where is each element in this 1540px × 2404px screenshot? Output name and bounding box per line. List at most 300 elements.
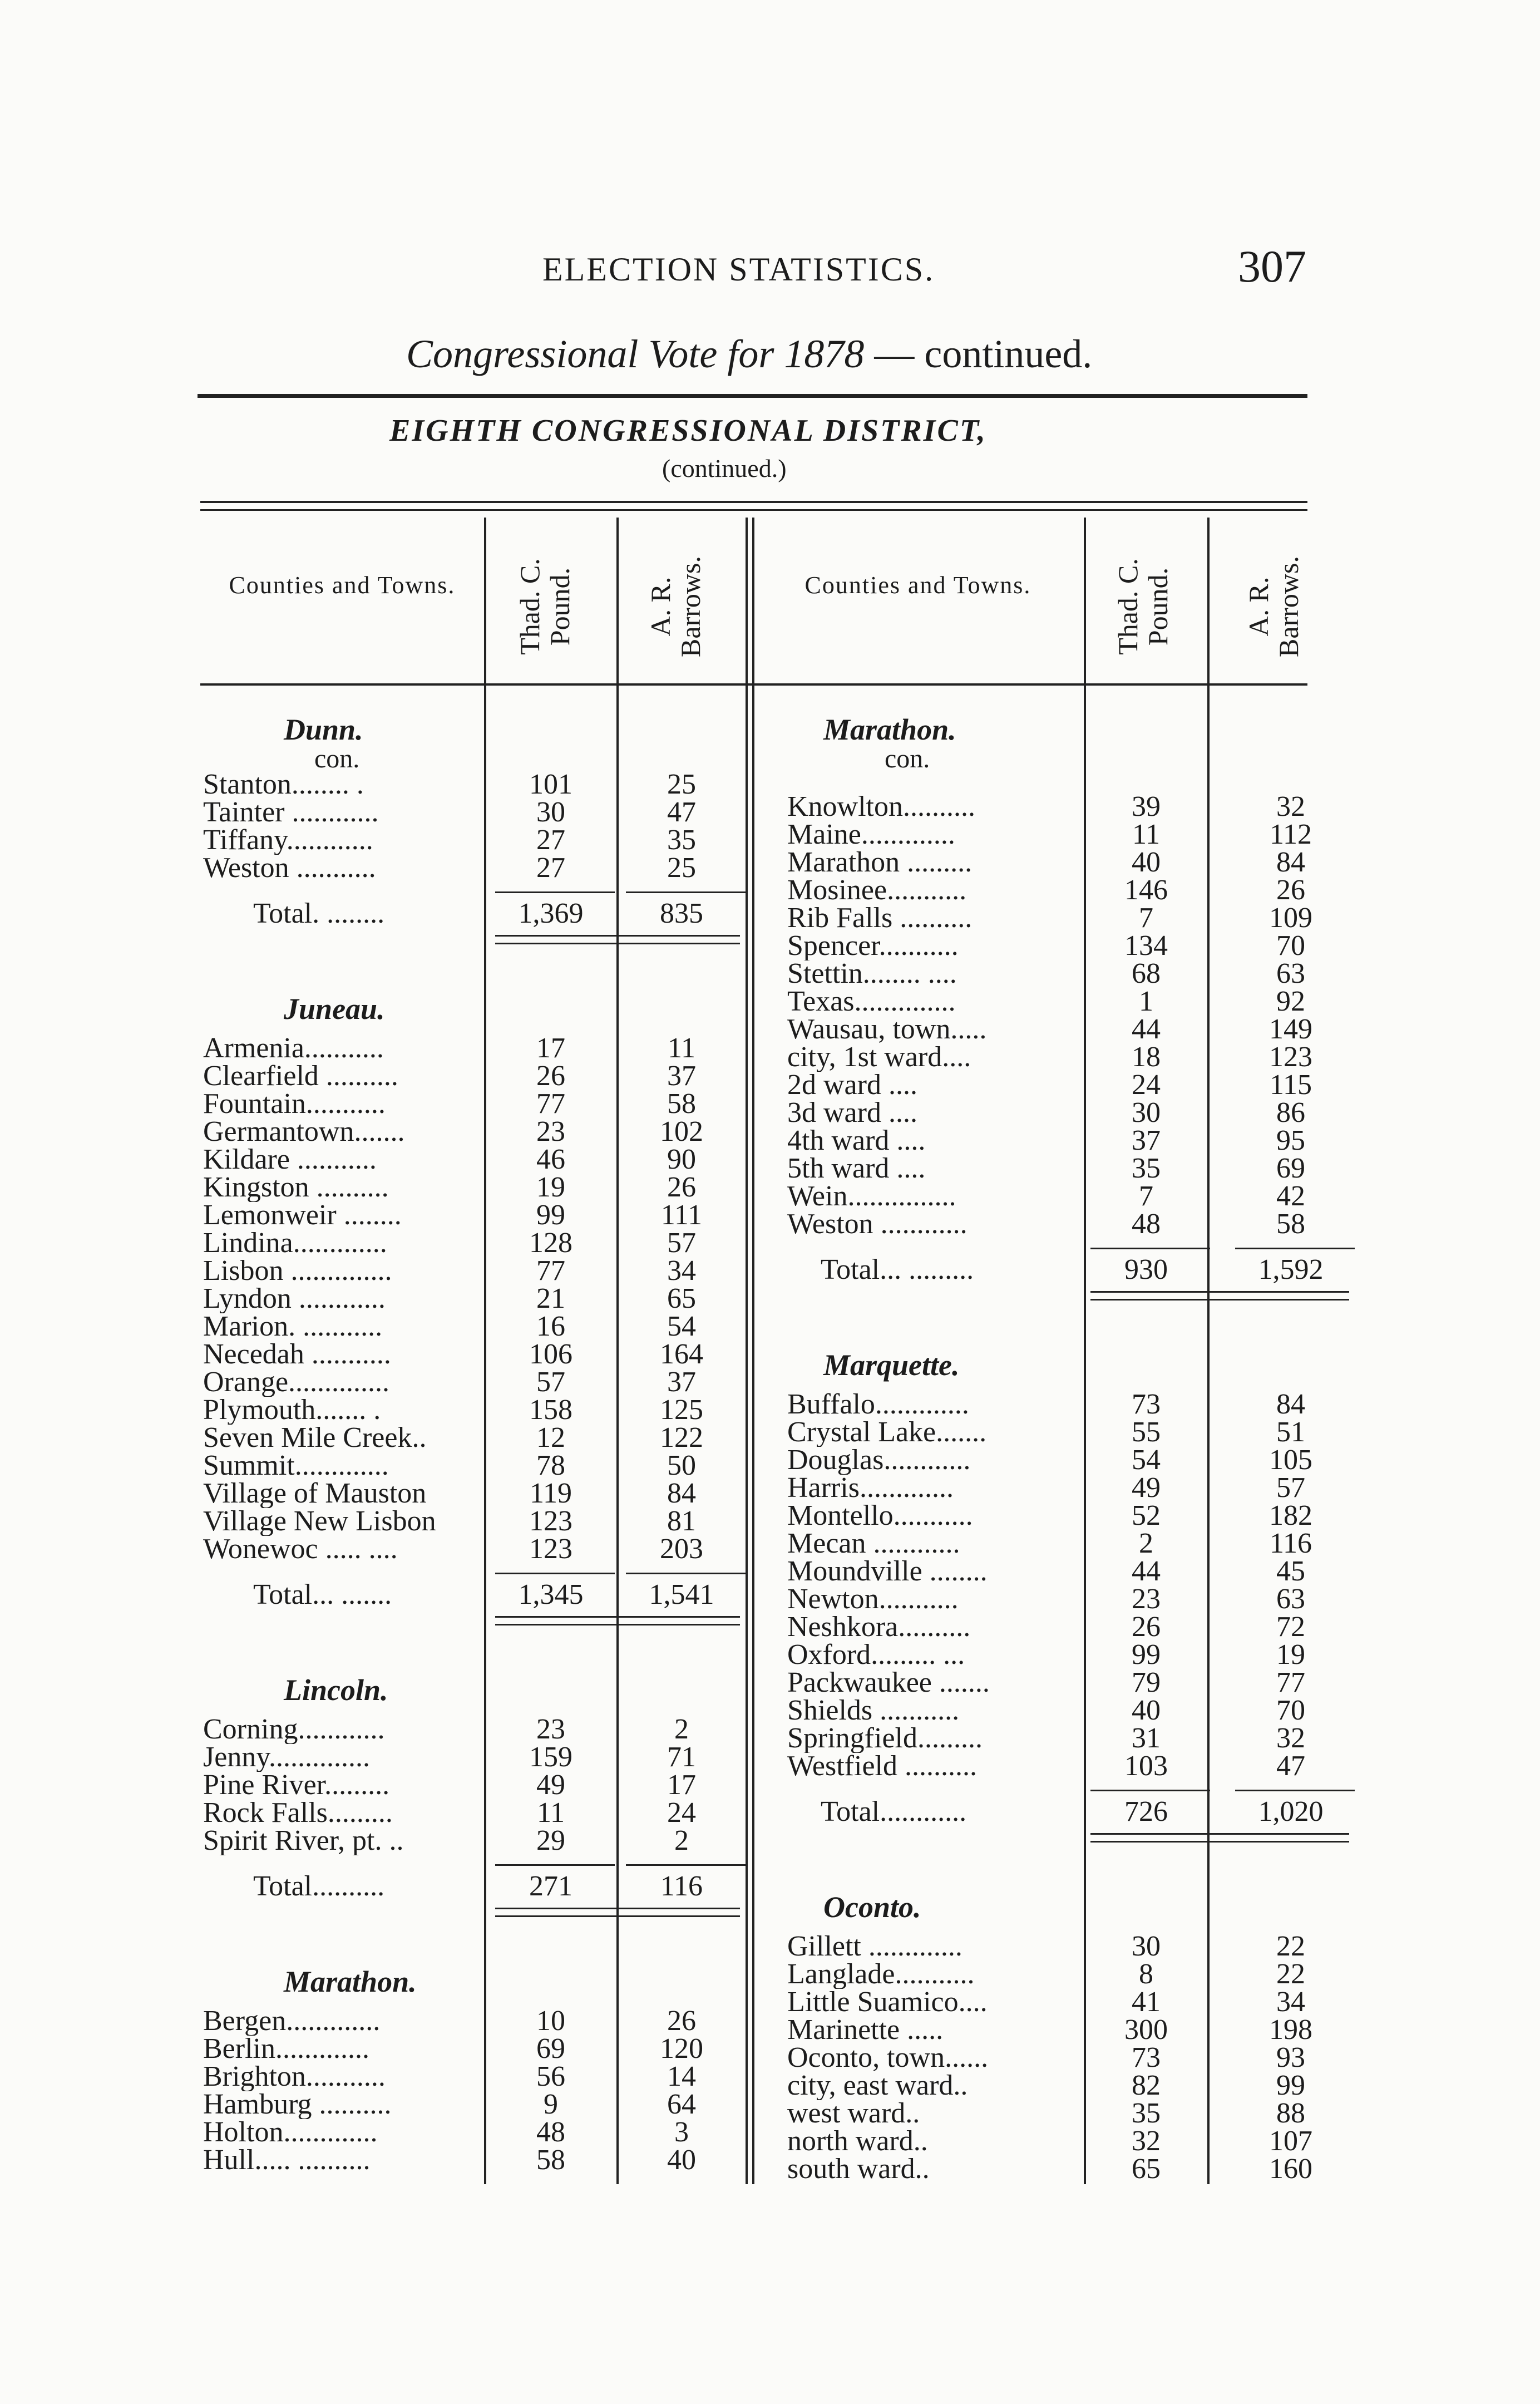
table-row [787, 1210, 1352, 1239]
pound-votes: 12 [536, 1422, 565, 1454]
barrows-votes: 50 [667, 1450, 696, 1481]
pound-votes: 77 [536, 1088, 565, 1120]
pound-header-right: Thad. C. Pound. [1112, 558, 1173, 655]
barrows-votes: 115 [1269, 1069, 1312, 1101]
barrows-votes: 42 [1276, 1180, 1305, 1212]
town-name: Lyndon ............ [203, 1284, 386, 1313]
pound-votes: 19 [536, 1171, 565, 1203]
town-name: Stettin........ .... [787, 959, 957, 988]
barrows-votes: 90 [667, 1144, 696, 1175]
barrows-votes: 57 [667, 1227, 696, 1259]
total-label: Total............ [821, 1797, 967, 1826]
table-row [787, 932, 1352, 960]
barrows-votes: 116 [1269, 1528, 1312, 1559]
town-name: Lemonweir ........ [203, 1201, 402, 1230]
pound-total: 271 [529, 1870, 572, 1902]
barrows-votes: 58 [667, 1088, 696, 1120]
barrows-total: 1,592 [1258, 1254, 1324, 1285]
county-heading: Marathon. [823, 713, 956, 746]
town-name: Harris............. [787, 1474, 954, 1502]
pound-votes: 10 [536, 2005, 565, 2037]
pound-votes: 23 [536, 1116, 565, 1147]
pound-votes: 48 [1132, 1208, 1161, 1240]
town-name: Oxford......... ... [787, 1641, 965, 1669]
pound-votes: 24 [1132, 1069, 1161, 1101]
pound-votes: 56 [536, 2061, 565, 2092]
table-row [787, 987, 1352, 1016]
table-row [787, 1015, 1352, 1044]
pound-votes: 30 [1132, 1097, 1161, 1129]
town-name: 5th ward .... [787, 1154, 926, 1183]
town-name: Packwaukee ....... [787, 1668, 990, 1697]
town-name: Bergen............. [203, 2007, 381, 2036]
table-row [787, 1960, 1352, 1989]
town-name: Tiffany............ [203, 826, 373, 855]
table-row [203, 1826, 743, 1855]
barrows-votes: 22 [1276, 1958, 1305, 1990]
pound-votes: 30 [536, 796, 565, 828]
county-heading: Marquette. [823, 1348, 960, 1382]
town-name: Spirit River, pt. .. [203, 1826, 404, 1855]
barrows-votes: 34 [1276, 1986, 1305, 2018]
town-name: Moundville ........ [787, 1557, 988, 1586]
barrows-votes: 88 [1276, 2097, 1305, 2129]
total-double-rule [495, 1908, 740, 1909]
town-name: west ward.. [787, 2099, 920, 2128]
table-row [787, 1154, 1352, 1183]
town-name: Hull..... .......... [203, 2146, 371, 2175]
barrows-votes: 63 [1276, 958, 1305, 989]
pound-votes: 99 [536, 1199, 565, 1231]
table-row [203, 1451, 743, 1480]
barrows-votes: 203 [660, 1533, 703, 1565]
total-row [203, 899, 743, 928]
town-name: Westfield .......... [787, 1752, 977, 1781]
town-name: south ward.. [787, 2155, 930, 2184]
table-row [203, 1479, 743, 1508]
column-divider [752, 518, 754, 2184]
town-name: Buffalo............. [787, 1390, 969, 1419]
barrows-votes: 11 [667, 1032, 696, 1064]
pound-votes: 101 [529, 769, 572, 800]
table-row [787, 904, 1352, 933]
pound-votes: 49 [1132, 1472, 1161, 1504]
pound-votes: 54 [1132, 1444, 1161, 1476]
table-row [787, 1098, 1352, 1127]
barrows-votes: 71 [667, 1741, 696, 1773]
barrows-votes: 26 [667, 2005, 696, 2037]
pound-votes: 27 [536, 824, 565, 856]
barrows-total: 116 [660, 1870, 703, 1902]
barrows-votes: 120 [660, 2033, 703, 2065]
total-double-rule [1090, 1291, 1349, 1293]
pound-votes: 46 [536, 1144, 565, 1175]
pound-votes: 41 [1132, 1986, 1161, 2018]
total-double-rule [495, 1616, 740, 1618]
pound-votes: 32 [1132, 2125, 1161, 2157]
table-row [203, 1145, 743, 1174]
barrows-votes: 109 [1269, 902, 1312, 934]
table-row [787, 1418, 1352, 1447]
barrows-votes: 69 [1276, 1152, 1305, 1184]
barrows-votes: 84 [1276, 1388, 1305, 1420]
table-row [203, 1743, 743, 1772]
pound-votes: 21 [536, 1283, 565, 1314]
town-name: Rock Falls......... [203, 1799, 393, 1827]
total-rule [1090, 1790, 1210, 1791]
table-row [787, 1724, 1352, 1753]
table-row [203, 826, 743, 855]
barrows-total: 1,020 [1258, 1796, 1324, 1827]
town-name: Necedah ........... [203, 1340, 391, 1369]
barrows-header-right: A. R. Barrows. [1243, 556, 1304, 657]
total-label: Total... ....... [253, 1580, 392, 1609]
barrows-votes: 47 [1276, 1750, 1305, 1782]
town-name: Seven Mile Creek.. [203, 1423, 427, 1452]
barrows-votes: 102 [660, 1116, 703, 1147]
barrows-votes: 45 [1276, 1555, 1305, 1587]
barrows-votes: 99 [1276, 2070, 1305, 2101]
county-heading: Dunn. [284, 713, 363, 746]
pound-votes: 35 [1132, 2097, 1161, 2129]
pound-votes: 8 [1139, 1958, 1153, 1990]
town-name: Wausau, town..... [787, 1015, 987, 1044]
town-name: Wein............... [787, 1182, 956, 1211]
barrows-votes: 17 [667, 1769, 696, 1801]
barrows-votes: 35 [667, 824, 696, 856]
barrows-votes: 47 [667, 796, 696, 828]
barrows-votes: 40 [667, 2144, 696, 2176]
table-row [203, 2090, 743, 2119]
pound-votes: 11 [1132, 819, 1161, 850]
table-row [203, 1423, 743, 1452]
table-row [787, 792, 1352, 821]
pound-votes: 58 [536, 2144, 565, 2176]
table-row [787, 959, 1352, 988]
pound-votes: 39 [1132, 791, 1161, 822]
pound-votes: 73 [1132, 1388, 1161, 1420]
town-name: Orange.............. [203, 1368, 390, 1397]
table-row [787, 1529, 1352, 1558]
town-name: Texas.............. [787, 987, 956, 1016]
pound-votes: 55 [1132, 1416, 1161, 1448]
pound-votes: 44 [1132, 1555, 1161, 1587]
total-rule [626, 1573, 746, 1574]
barrows-votes: 125 [660, 1394, 703, 1426]
total-double-rule [495, 1624, 740, 1625]
barrows-votes: 54 [667, 1311, 696, 1342]
table-row [787, 1071, 1352, 1100]
town-name: Oconto, town...... [787, 2043, 989, 2072]
table-row [787, 1668, 1352, 1697]
pound-votes: 30 [1132, 1930, 1161, 1962]
table-row [787, 1557, 1352, 1586]
barrows-votes: 198 [1269, 2014, 1312, 2046]
pound-votes: 17 [536, 1032, 565, 1064]
pound-votes: 16 [536, 1311, 565, 1342]
column-divider [746, 518, 748, 2184]
barrows-votes: 26 [1276, 874, 1305, 906]
table-row [787, 1474, 1352, 1502]
town-name: Pine River......... [203, 1771, 390, 1800]
pound-votes: 35 [1132, 1152, 1161, 1184]
pound-votes: 40 [1132, 846, 1161, 878]
pound-votes: 37 [1132, 1125, 1161, 1156]
county-heading: Juneau. [284, 992, 385, 1026]
barrows-votes: 2 [674, 1825, 689, 1856]
table-row [203, 1201, 743, 1230]
town-name: Kildare ........... [203, 1145, 377, 1174]
counties-header-left: Counties and Towns. [229, 572, 456, 599]
town-name: Shields ........... [787, 1696, 960, 1725]
barrows-votes: 63 [1276, 1583, 1305, 1615]
town-name: Germantown....... [203, 1117, 405, 1146]
pound-votes: 123 [529, 1505, 572, 1537]
table-row [787, 1641, 1352, 1669]
town-name: Douglas............ [787, 1446, 971, 1475]
table-row [203, 1507, 743, 1536]
total-double-rule [1090, 1833, 1349, 1835]
town-name: Marion. ........... [203, 1312, 383, 1341]
total-rule [626, 891, 746, 893]
barrows-total: 1,541 [649, 1579, 714, 1610]
table-row [787, 2016, 1352, 2045]
pound-votes: 158 [529, 1394, 572, 1426]
table-row [203, 2118, 743, 2147]
pound-votes: 31 [1132, 1722, 1161, 1754]
barrows-votes: 3 [674, 2116, 689, 2148]
town-name: Berlin............. [203, 2034, 369, 2063]
town-name: Rib Falls .......... [787, 904, 973, 933]
pound-votes: 27 [536, 852, 565, 884]
total-rule [495, 1573, 615, 1574]
total-rule [1090, 1248, 1210, 1249]
barrows-votes: 65 [667, 1283, 696, 1314]
total-row [787, 1797, 1352, 1826]
town-name: Fountain........... [203, 1090, 386, 1119]
continued-label: con. [885, 744, 930, 774]
table-row [203, 1340, 743, 1369]
table-row [203, 1034, 743, 1063]
barrows-votes: 123 [1269, 1041, 1312, 1073]
barrows-votes: 32 [1276, 1722, 1305, 1754]
town-name: Springfield......... [787, 1724, 983, 1753]
barrows-votes: 112 [1269, 819, 1312, 850]
table-row [787, 1446, 1352, 1475]
barrows-votes: 22 [1276, 1930, 1305, 1962]
county-heading: Oconto. [823, 1890, 921, 1924]
barrows-votes: 84 [667, 1477, 696, 1509]
town-name: Montello........... [787, 1501, 973, 1530]
table-row [203, 2034, 743, 2063]
district-continued: (continued.) [662, 454, 787, 482]
town-name: Plymouth....... . [203, 1396, 381, 1425]
pound-votes: 99 [1132, 1639, 1161, 1671]
barrows-votes: 105 [1269, 1444, 1312, 1476]
barrows-votes: 58 [1276, 1208, 1305, 1240]
pound-votes: 65 [1132, 2153, 1161, 2185]
table-row [787, 1126, 1352, 1155]
barrows-votes: 2 [674, 1713, 689, 1745]
header-rule [198, 394, 1307, 398]
town-name: Weston ........... [203, 854, 376, 883]
town-name: Weston ............ [787, 1210, 968, 1239]
pound-total: 1,345 [518, 1579, 584, 1610]
table-row [203, 1284, 743, 1313]
town-name: Brighton........... [203, 2062, 386, 2091]
pound-votes: 128 [529, 1227, 572, 1259]
pound-votes: 52 [1132, 1500, 1161, 1531]
table-row [203, 1799, 743, 1827]
barrows-votes: 37 [667, 1060, 696, 1092]
table-row [203, 2007, 743, 2036]
pound-votes: 26 [536, 1060, 565, 1092]
barrows-votes: 70 [1276, 930, 1305, 962]
town-name: Marinette ..... [787, 2016, 944, 2045]
barrows-votes: 25 [667, 769, 696, 800]
table-row [787, 820, 1352, 849]
table-row [787, 1988, 1352, 2017]
pound-votes: 73 [1132, 2042, 1161, 2073]
town-name: Jenny.............. [203, 1743, 370, 1772]
table-row [787, 1932, 1352, 1961]
pound-votes: 159 [529, 1741, 572, 1773]
pound-votes: 49 [536, 1769, 565, 1801]
continued-label: con. [314, 744, 360, 774]
town-name: Clearfield .......... [203, 1062, 398, 1091]
table-row [203, 1090, 743, 1119]
barrows-votes: 19 [1276, 1639, 1305, 1671]
barrows-votes: 86 [1276, 1097, 1305, 1129]
town-name: city, 1st ward.... [787, 1043, 971, 1072]
pound-votes: 119 [529, 1477, 572, 1509]
barrows-votes: 37 [667, 1366, 696, 1398]
pound-votes: 11 [536, 1797, 565, 1829]
pound-votes: 18 [1132, 1041, 1161, 1073]
pound-votes: 29 [536, 1825, 565, 1856]
town-name: Mecan ............ [787, 1529, 960, 1558]
table-row [203, 798, 743, 827]
barrows-total: 835 [660, 898, 703, 929]
total-label: Total. ........ [253, 899, 385, 928]
barrows-votes: 26 [667, 1171, 696, 1203]
table-row [787, 2071, 1352, 2100]
counties-header-right: Counties and Towns. [804, 572, 1031, 599]
table-row [787, 2099, 1352, 2128]
running-header: ELECTION STATISTICS. [542, 251, 935, 288]
pound-header-left: Thad. C. Pound. [514, 558, 575, 655]
pound-votes: 79 [1132, 1667, 1161, 1698]
pound-total: 1,369 [518, 898, 584, 929]
pound-votes: 2 [1139, 1528, 1153, 1559]
table-top-rule-2 [200, 509, 1307, 511]
town-name: Wonewoc ..... .... [203, 1535, 398, 1564]
town-name: Armenia........... [203, 1034, 384, 1063]
table-row [203, 2146, 743, 2175]
barrows-votes: 34 [667, 1255, 696, 1287]
town-name: 3d ward .... [787, 1098, 917, 1127]
barrows-votes: 72 [1276, 1611, 1305, 1643]
table-row [203, 1535, 743, 1564]
table-row [787, 2127, 1352, 2156]
pound-votes: 9 [544, 2088, 558, 2120]
total-rule [1235, 1790, 1355, 1791]
total-rule [495, 1864, 615, 1866]
barrows-votes: 84 [1276, 846, 1305, 878]
table-row [203, 1715, 743, 1744]
town-name: Hamburg .......... [203, 2090, 392, 2119]
town-name: Lisbon .............. [203, 1257, 392, 1285]
table-row [203, 1173, 743, 1202]
table-row [787, 1390, 1352, 1419]
town-name: north ward.. [787, 2127, 928, 2156]
town-name: Newton........... [787, 1585, 959, 1614]
pound-votes: 57 [536, 1366, 565, 1398]
town-name: Gillett ............. [787, 1932, 962, 1961]
total-double-rule [1090, 1841, 1349, 1843]
town-name: Spencer........... [787, 932, 959, 960]
table-row [787, 1696, 1352, 1725]
table-row [787, 1182, 1352, 1211]
barrows-votes: 25 [667, 852, 696, 884]
total-row [203, 1580, 743, 1609]
table-row [203, 770, 743, 799]
pound-votes: 69 [536, 2033, 565, 2065]
town-name: Kingston .......... [203, 1173, 389, 1202]
town-name: Mosinee........... [787, 876, 967, 905]
total-double-rule [1090, 1299, 1349, 1300]
town-name: Village New Lisbon [203, 1507, 436, 1536]
pound-votes: 48 [536, 2116, 565, 2148]
town-name: Stanton........ . [203, 770, 364, 799]
town-name: Tainter ............ [203, 798, 379, 827]
total-row [203, 1872, 743, 1901]
barrows-votes: 64 [667, 2088, 696, 2120]
table-row [787, 1752, 1352, 1781]
barrows-votes: 122 [660, 1422, 703, 1454]
pound-votes: 300 [1124, 2014, 1168, 2046]
barrows-votes: 51 [1276, 1416, 1305, 1448]
barrows-votes: 77 [1276, 1667, 1305, 1698]
town-name: 4th ward .... [787, 1126, 926, 1155]
county-heading: Marathon. [284, 1965, 417, 1998]
total-label: Total.......... [253, 1872, 385, 1901]
table-row [787, 2043, 1352, 2072]
pound-votes: 44 [1132, 1013, 1161, 1045]
town-name: city, east ward.. [787, 2071, 968, 2100]
barrows-votes: 32 [1276, 791, 1305, 822]
pound-total: 930 [1124, 1254, 1168, 1285]
table-top-rule [200, 501, 1307, 503]
town-name: Summit............. [203, 1451, 389, 1480]
barrows-votes: 93 [1276, 2042, 1305, 2073]
table-row [787, 1613, 1352, 1642]
barrows-votes: 24 [667, 1797, 696, 1829]
barrows-votes: 14 [667, 2061, 696, 2092]
table-row [203, 1771, 743, 1800]
table-row [787, 848, 1352, 877]
pound-votes: 23 [536, 1713, 565, 1745]
table-row [203, 1368, 743, 1397]
table-row [203, 1117, 743, 1146]
town-name: 2d ward .... [787, 1071, 917, 1100]
barrows-votes: 160 [1269, 2153, 1312, 2185]
barrows-votes: 57 [1276, 1472, 1305, 1504]
total-rule [495, 891, 615, 893]
pound-votes: 146 [1124, 874, 1168, 906]
subtitle-rest: — continued. [864, 332, 1093, 376]
town-name: Neshkora.......... [787, 1613, 971, 1642]
